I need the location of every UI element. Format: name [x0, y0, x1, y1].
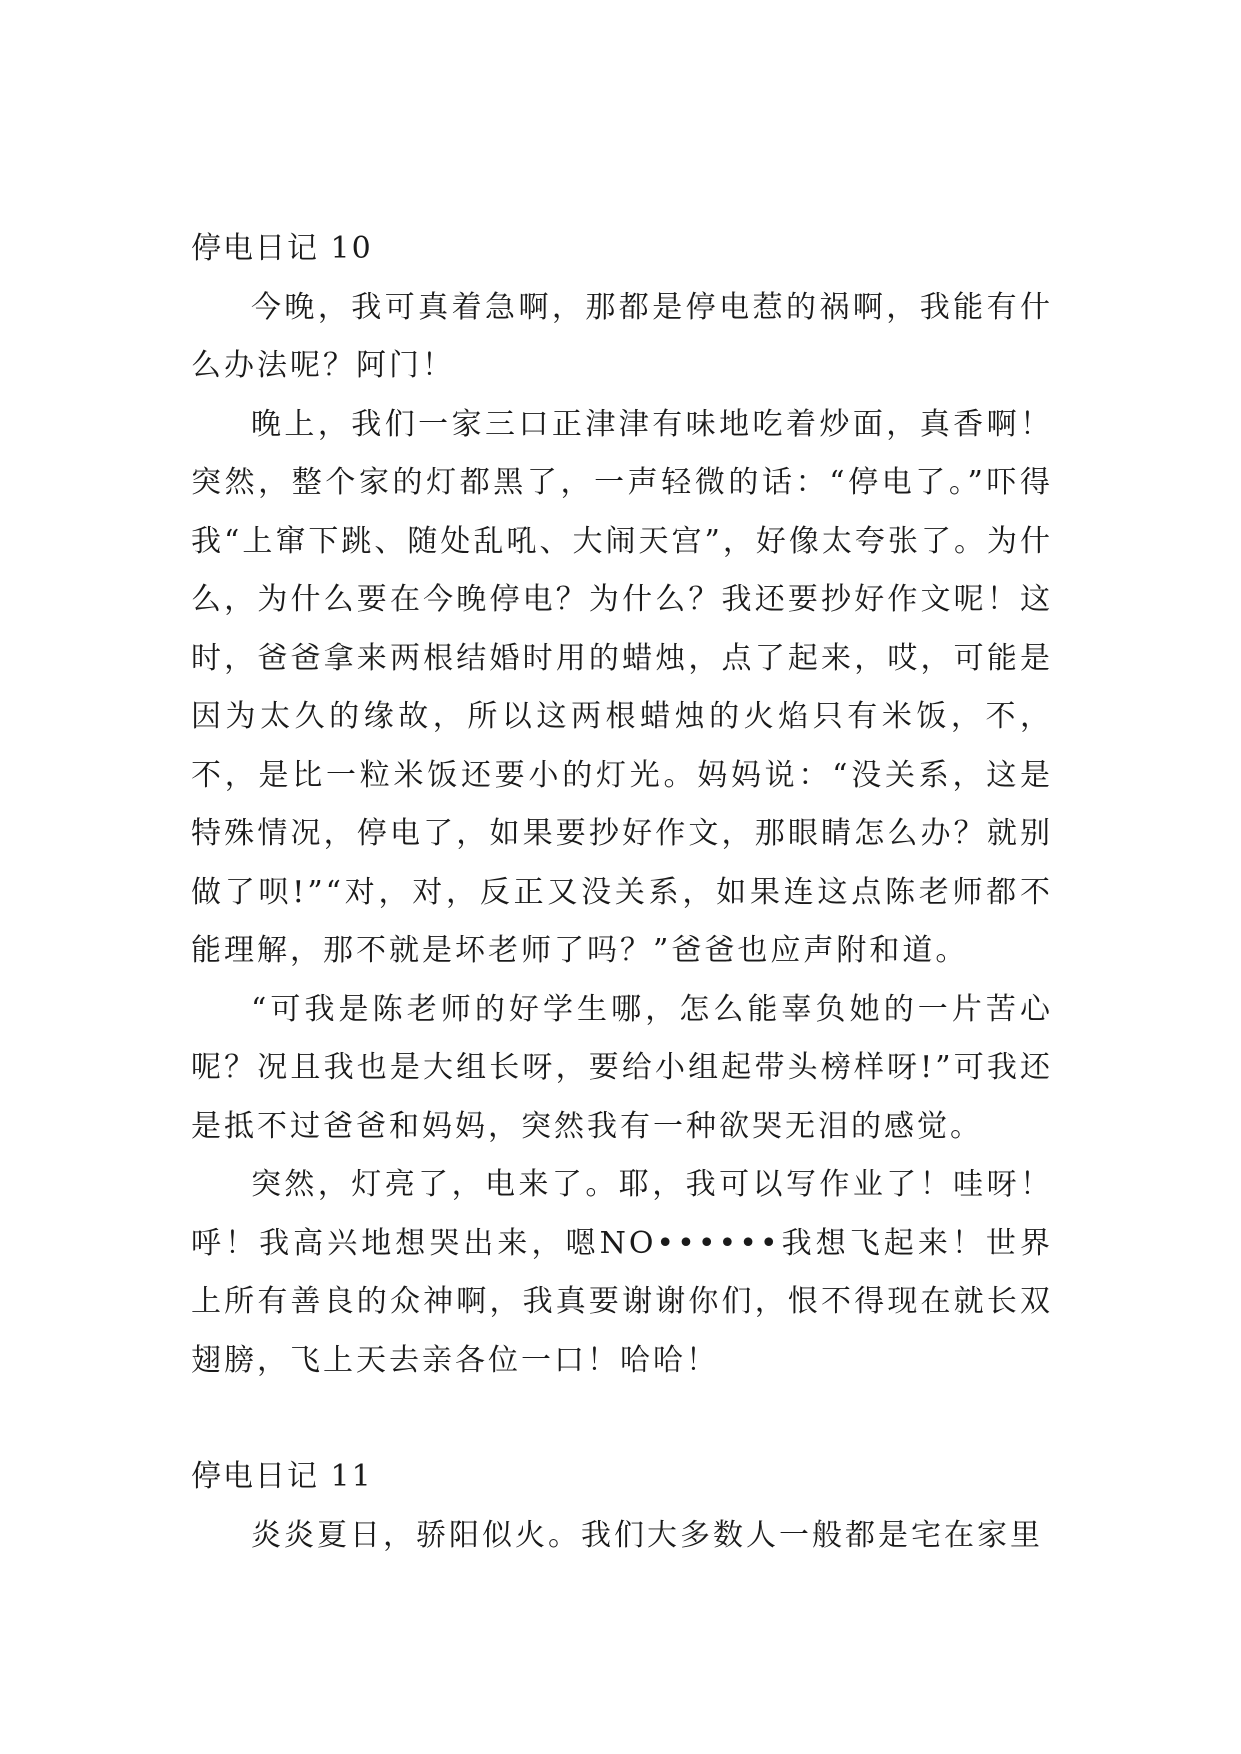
paragraph: 晚上，我们一家三口正津津有味地吃着炒面，真香啊！突然，整个家的灯都黑了，一声轻微的话：“停电了。”吓得我“上窜下跳、随处乱吼、大闹天宫”，好像太夸张了。为什么，为什么要在今晚停电？为什么？我还要抄好作文呢！这时，爸爸拿来两根结婚时用的蜡烛，点了起来，哎，可能是因为太久的缘故，所以这两根蜡烛的火焰只有米饭，不，不，是比一粒米饭还要小的灯光。妈妈说：“没关系，这是特殊情况，停电了，如果要抄好作文，那眼睛怎么办？就别做了呗!”“对，对，反正又没关系，如果连这点陈老师都不能理解，那不就是坏老师了吗？”爸爸也应声附和道。	[191, 406, 1053, 968]
paragraph: 突然，灯亮了，电来了。耶，我可以写作业了！哇呀！呼！我高兴地想哭出来，嗯NO••••••我想飞起来！世界上所有善良的众神啊，我真要谢谢你们，恨不得现在就长双翅膀，飞上天去亲各位一口！哈哈！	[191, 1167, 1053, 1378]
section-title: 停电日记 11	[191, 1459, 373, 1494]
diary-section-11	[191, 1448, 1053, 1565]
diary-section-10	[191, 220, 1053, 1390]
section-spacer	[191, 1390, 1053, 1448]
paragraph: “可我是陈老师的好学生哪，怎么能辜负她的一片苦心呢？况且我也是大组长呀，要给小组起带头榜样呀!”可我还是抵不过爸爸和妈妈，突然我有一种欲哭无泪的感觉。	[191, 991, 1053, 1144]
section-title: 停电日记 10	[191, 231, 373, 266]
paragraph: 今晚，我可真着急啊，那都是停电惹的祸啊，我能有什么办法呢？阿门！	[191, 289, 1053, 383]
paragraph: 炎炎夏日，骄阳似火。我们大多数人一般都是宅在家里	[251, 1517, 1043, 1553]
document-body	[191, 220, 1053, 1565]
